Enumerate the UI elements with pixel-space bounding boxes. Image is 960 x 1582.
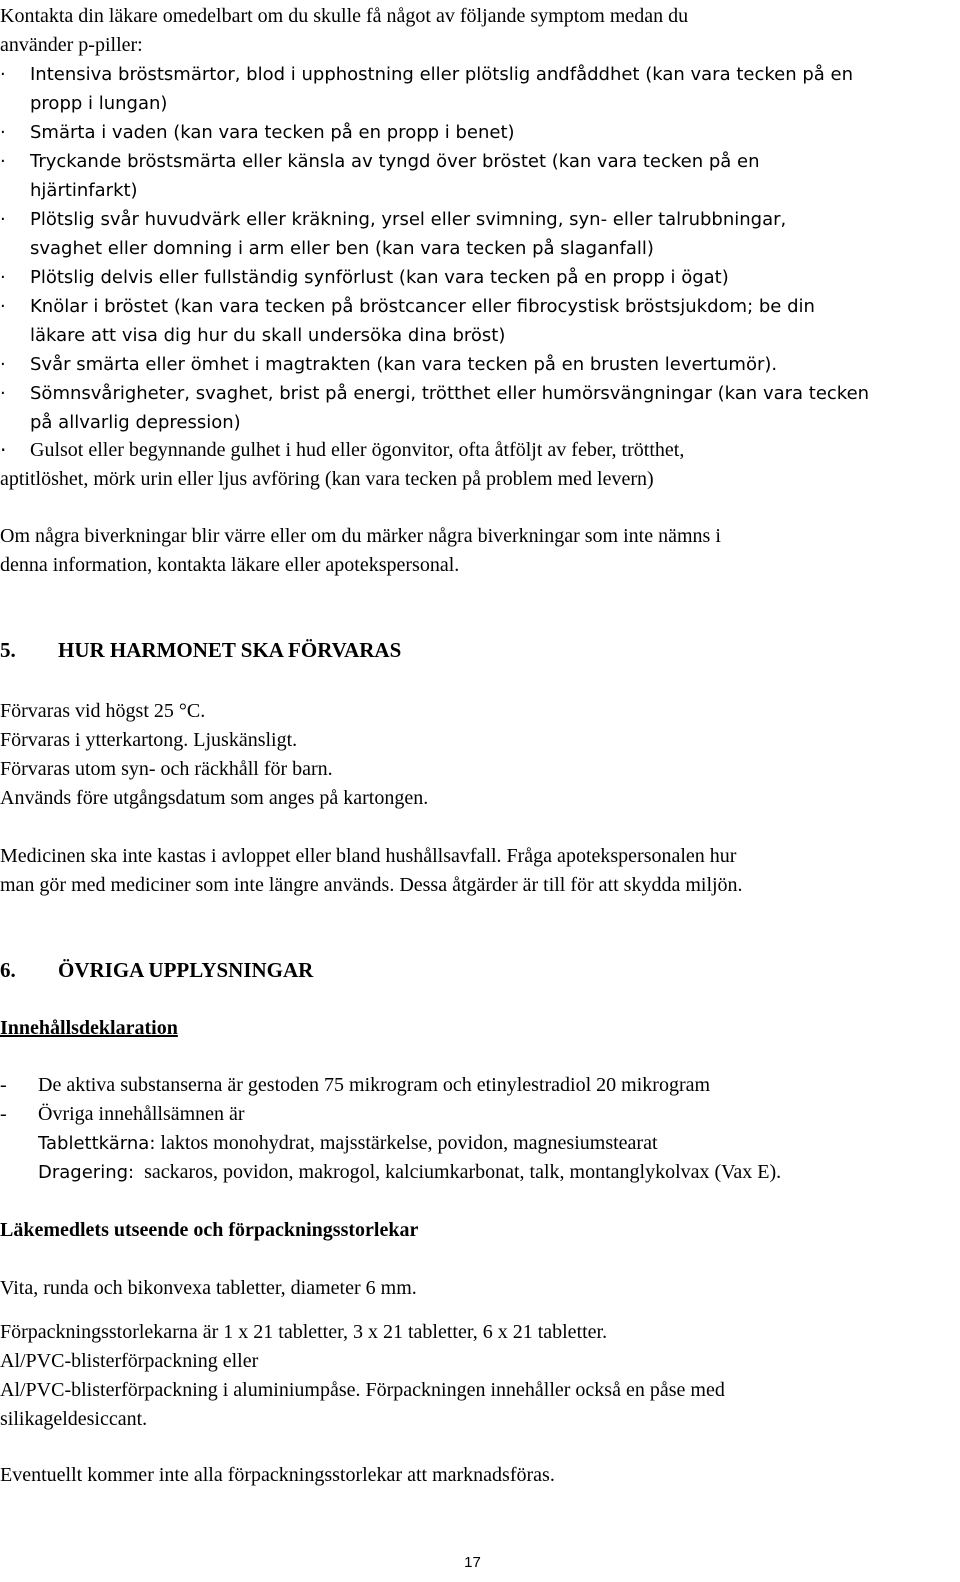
bullet-mark: · xyxy=(0,122,6,143)
disposal-line-1: Medicinen ska inte kastas i avloppet eller bland hushållsavfall. Fråga apotekspersonalen hur xyxy=(0,845,737,867)
package-line: Al/PVC-blisterförpackning eller xyxy=(0,1350,259,1372)
bullet-mark: · xyxy=(0,209,6,230)
symptom-list xyxy=(0,60,955,437)
package-line: Förpackningsstorlekarna är 1 x 21 tabletter, 3 x 21 tabletter, 6 x 21 tabletter. xyxy=(0,1321,608,1343)
storage-line: Förvaras utom syn- och räckhåll för barn. xyxy=(0,758,333,780)
marketing-note: Eventuellt kommer inte alla förpackningsstorlekar att marknadsföras. xyxy=(0,1464,555,1486)
worse-line-1: Om några biverkningar blir värre eller om du märker några biverkningar som inte nämns i xyxy=(0,525,721,547)
disposal-line-2: man gör med mediciner som inte längre används. Dessa åtgärder är till för att skydda miljön. xyxy=(0,874,743,896)
section-5-title: HUR HARMONET SKA FÖRVARAS xyxy=(58,638,402,662)
section-5-heading xyxy=(0,636,401,665)
storage-line: Förvaras i ytterkartong. Ljuskänsligt. xyxy=(0,729,298,751)
list-item xyxy=(0,1071,955,1100)
list-item xyxy=(0,1100,955,1129)
bullet-mark: · xyxy=(0,383,6,404)
ingredients-list xyxy=(0,1071,955,1187)
symptom-text: Plötslig delvis eller fullständig synförlust (kan vara tecken på en propp i ögat) xyxy=(30,267,729,288)
intro-paragraph xyxy=(0,2,688,60)
storage-list xyxy=(0,697,428,813)
symptom-text: Knölar i bröstet (kan vara tecken på bröstcancer eller fibrocystisk bröstsjukdom; be din xyxy=(30,296,815,317)
symptom-text: Plötslig svår huvudvärk eller kräkning, yrsel eller svimning, syn- eller talrubbningar, xyxy=(30,209,787,230)
list-item xyxy=(0,205,955,234)
symptom-text: Intensiva bröstsmärtor, blod i upphostning eller plötslig andfåddhet (kan vara tecken på en xyxy=(30,64,854,85)
bullet-mark: · xyxy=(0,438,7,462)
storage-line: Förvaras vid högst 25 °C. xyxy=(0,700,206,722)
symptom-text-cont: aptitlöshet, mörk urin eller ljus avföring (kan vara tecken på problem med levern) xyxy=(0,468,654,490)
bullet-mark: · xyxy=(0,267,6,288)
symptom-text-cont: läkare att visa dig hur du skall undersöka dina bröst) xyxy=(30,325,506,346)
symptom-text: Smärta i vaden (kan vara tecken på en propp i benet) xyxy=(30,122,515,143)
section-6-number: 6. xyxy=(0,958,16,982)
list-item xyxy=(0,118,955,147)
list-item xyxy=(0,350,955,379)
bullet-mark: · xyxy=(0,151,6,172)
tablet-core-label: Tablettkärna: xyxy=(38,1133,156,1154)
active-substances: De aktiva substanserna är gestoden 75 mikrogram och etinylestradiol 20 mikrogram xyxy=(38,1074,711,1096)
symptom-text: Gulsot eller begynnande gulhet i hud eller ögonvitor, ofta åtföljt av feber, trötthet, xyxy=(30,439,685,461)
symptom-text: Tryckande bröstsmärta eller känsla av tyngd över bröstet (kan vara tecken på en xyxy=(30,151,760,172)
coating-label: Dragering: xyxy=(38,1162,135,1183)
intro-line-1: Kontakta din läkare omedelbart om du skulle få något av följande symptom medan du xyxy=(0,5,689,27)
list-item xyxy=(0,60,955,89)
page-number: 17 xyxy=(464,1554,481,1571)
symptom-text-cont: hjärtinfarkt) xyxy=(30,180,138,201)
list-item xyxy=(0,379,955,408)
section-6-title: ÖVRIGA UPPLYSNINGAR xyxy=(58,958,314,982)
bullet-mark: · xyxy=(0,354,6,375)
disposal-paragraph xyxy=(0,842,743,900)
appearance-heading: Läkemedlets utseende och förpackningsstorlekar xyxy=(0,1219,419,1241)
list-item xyxy=(0,147,955,176)
package-line: silikageldesiccant. xyxy=(0,1408,148,1430)
package-line: Al/PVC-blisterförpackning i aluminiumpåse. Förpackningen innehåller också en påse med xyxy=(0,1379,725,1401)
coating-text: sackaros, povidon, makrogol, kalciumkarbonat, talk, montanglykolvax (Vax E). xyxy=(134,1161,782,1183)
other-ingredients: Övriga innehållsämnen är xyxy=(38,1103,245,1125)
symptom-list-last xyxy=(0,436,955,494)
storage-line: Används före utgångsdatum som anges på kartongen. xyxy=(0,787,429,809)
symptom-text-cont: svaghet eller domning i arm eller ben (kan vara tecken på slaganfall) xyxy=(30,238,654,259)
dash-mark: - xyxy=(0,1074,7,1096)
symptom-text: Sömnsvårigheter, svaghet, brist på energi, trötthet eller humörsvängningar (kan vara tecken xyxy=(30,383,870,404)
worse-paragraph xyxy=(0,522,721,580)
section-6-heading xyxy=(0,956,313,985)
symptom-text-cont: på allvarlig depression) xyxy=(30,412,241,433)
appearance-text: Vita, runda och bikonvexa tabletter, diameter 6 mm. xyxy=(0,1277,417,1299)
symptom-text-cont: propp i lungan) xyxy=(30,93,168,114)
bullet-mark: · xyxy=(0,296,6,317)
tablet-core-row xyxy=(0,1129,955,1158)
symptom-text: Svår smärta eller ömhet i magtrakten (kan vara tecken på en brusten levertumör). xyxy=(30,354,778,375)
package-paragraph xyxy=(0,1318,725,1434)
list-item xyxy=(0,292,955,321)
tablet-core-text: laktos monohydrat, majsstärkelse, povidon, magnesiumstearat xyxy=(155,1132,658,1154)
list-item xyxy=(0,436,955,465)
list-item xyxy=(0,263,955,292)
dash-mark: - xyxy=(0,1103,7,1125)
section-5-number: 5. xyxy=(0,638,16,662)
bullet-mark: · xyxy=(0,64,6,85)
intro-line-2: använder p-piller: xyxy=(0,34,143,56)
worse-line-2: denna information, kontakta läkare eller apotekspersonal. xyxy=(0,554,460,576)
content-declaration-heading: Innehållsdeklaration xyxy=(0,1017,178,1039)
coating-row xyxy=(0,1158,955,1187)
